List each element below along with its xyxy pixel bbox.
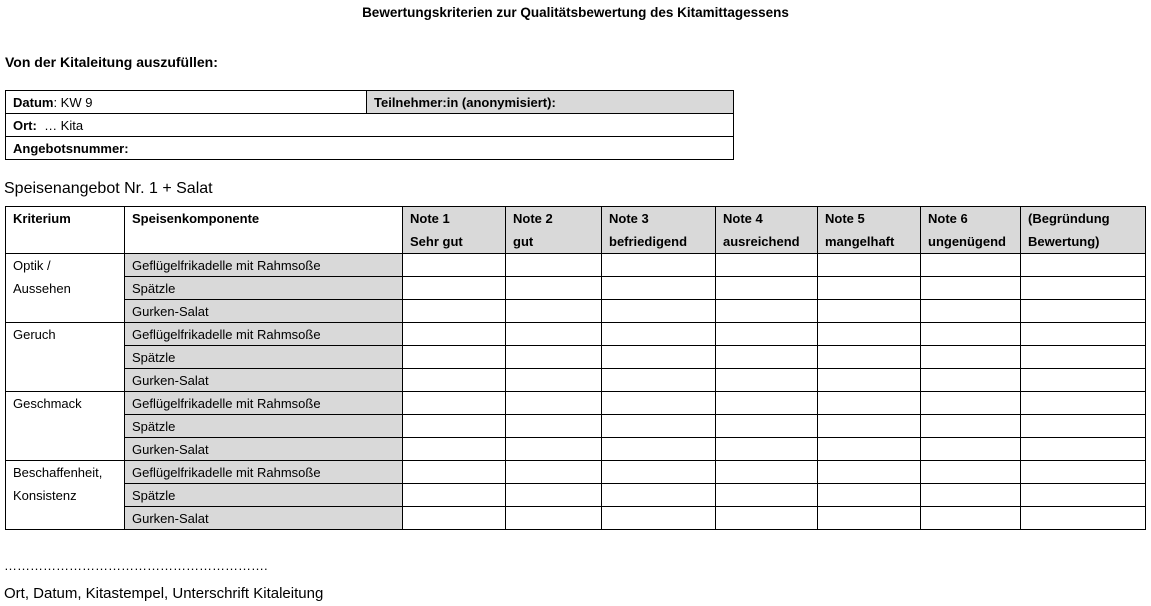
- rating-cell-note-6[interactable]: [921, 392, 1021, 415]
- document-title: Bewertungskriterien zur Qualitätsbewertung des Kitamittagessens: [362, 5, 789, 20]
- rating-cell-note-3[interactable]: [602, 415, 716, 438]
- rating-cell-note-1[interactable]: [403, 323, 506, 346]
- rating-cell-note-3[interactable]: [602, 300, 716, 323]
- table-row: [6, 438, 1146, 461]
- teilnehmer-cell[interactable]: Teilnehmer:in (anonymisiert):: [367, 91, 734, 114]
- rating-cell-note-1[interactable]: [403, 461, 506, 484]
- header-begruendung: (Begründung Bewertung): [1021, 207, 1146, 254]
- signature-label: Ort, Datum, Kitastempel, Unterschrift Kitaleitung: [4, 585, 324, 602]
- rating-cell-note-2[interactable]: [506, 484, 602, 507]
- rating-cell-begruendung[interactable]: [1021, 323, 1146, 346]
- rating-cell-note-2[interactable]: [506, 254, 602, 277]
- datum-value: : KW 9: [53, 94, 93, 110]
- rating-cell-note-2[interactable]: [506, 300, 602, 323]
- rating-cell-note-1[interactable]: [403, 392, 506, 415]
- header-note-6: Note 6 ungenügend: [921, 207, 1021, 254]
- rating-cell-note-1[interactable]: [403, 438, 506, 461]
- rating-cell-note-4[interactable]: [716, 415, 818, 438]
- rating-cell-note-2[interactable]: [506, 461, 602, 484]
- rating-cell-note-3[interactable]: [602, 507, 716, 530]
- header-note-4: Note 4 ausreichend: [716, 207, 818, 254]
- rating-cell-begruendung[interactable]: [1021, 438, 1146, 461]
- table-row: [6, 323, 1146, 346]
- rating-cell-note-1[interactable]: [403, 369, 506, 392]
- rating-cell-begruendung[interactable]: [1021, 507, 1146, 530]
- rating-cell-note-1[interactable]: [403, 507, 506, 530]
- rating-cell-note-5[interactable]: [818, 438, 921, 461]
- rating-cell-note-4[interactable]: [716, 300, 818, 323]
- table-row: [6, 346, 1146, 369]
- rating-cell-note-1[interactable]: [403, 254, 506, 277]
- component-cell: Geflügelfrikadelle mit Rahmsoße: [125, 461, 403, 484]
- rating-cell-note-5[interactable]: [818, 484, 921, 507]
- rating-cell-begruendung[interactable]: [1021, 300, 1146, 323]
- section-title: Speisenangebot Nr. 1 + Salat: [4, 180, 213, 197]
- table-row: [6, 461, 1146, 484]
- criterion-label-line2: Konsistenz: [13, 488, 77, 503]
- ort-value: … Kita: [36, 117, 84, 133]
- rating-cell-note-6[interactable]: [921, 415, 1021, 438]
- rating-cell-begruendung[interactable]: [1021, 254, 1146, 277]
- rating-cell-note-4[interactable]: [716, 438, 818, 461]
- instruction-heading: Von der Kitaleitung auszufüllen:: [5, 54, 218, 70]
- rating-cell-note-2[interactable]: [506, 392, 602, 415]
- rating-cell-note-4[interactable]: [716, 369, 818, 392]
- rating-cell-note-1[interactable]: [403, 346, 506, 369]
- rating-cell-note-2[interactable]: [506, 438, 602, 461]
- rating-cell-note-4[interactable]: [716, 346, 818, 369]
- rating-cell-note-5[interactable]: [818, 392, 921, 415]
- rating-cell-note-4[interactable]: [716, 254, 818, 277]
- rating-cell-note-5[interactable]: [818, 346, 921, 369]
- rating-cell-begruendung[interactable]: [1021, 346, 1146, 369]
- component-cell: Gurken-Salat: [125, 438, 403, 461]
- rating-cell-note-5[interactable]: [818, 369, 921, 392]
- rating-cell-note-4[interactable]: [716, 507, 818, 530]
- rating-cell-note-6[interactable]: [921, 346, 1021, 369]
- rating-cell-note-6[interactable]: [921, 461, 1021, 484]
- criterion-label: Optik /: [13, 258, 51, 273]
- rating-cell-note-1[interactable]: [403, 484, 506, 507]
- rating-cell-note-2[interactable]: [506, 507, 602, 530]
- datum-label: Datum: [13, 94, 54, 110]
- ort-label: Ort:: [13, 117, 37, 133]
- table-row: [6, 254, 1146, 277]
- table-row: [6, 415, 1146, 438]
- component-cell: Geflügelfrikadelle mit Rahmsoße: [125, 323, 403, 346]
- rating-cell-note-3[interactable]: [602, 369, 716, 392]
- rating-cell-begruendung[interactable]: [1021, 369, 1146, 392]
- header-note-1: Note 1 Sehr gut: [403, 207, 506, 254]
- rating-cell-note-4[interactable]: [716, 484, 818, 507]
- component-cell: Spätzle: [125, 277, 403, 300]
- datum-cell[interactable]: [6, 91, 367, 114]
- rating-cell-begruendung[interactable]: [1021, 277, 1146, 300]
- rating-cell-note-3[interactable]: [602, 346, 716, 369]
- rating-cell-note-3[interactable]: [602, 254, 716, 277]
- table-row: [6, 507, 1146, 530]
- rating-cell-note-5[interactable]: [818, 300, 921, 323]
- rating-cell-note-3[interactable]: [602, 323, 716, 346]
- rating-cell-note-5[interactable]: [818, 461, 921, 484]
- component-cell: Spätzle: [125, 346, 403, 369]
- component-cell: Spätzle: [125, 415, 403, 438]
- rating-cell-note-3[interactable]: [602, 461, 716, 484]
- rating-cell-note-2[interactable]: [506, 369, 602, 392]
- rating-cell-note-3[interactable]: [602, 277, 716, 300]
- rating-cell-note-4[interactable]: [716, 323, 818, 346]
- rating-cell-note-4[interactable]: [716, 392, 818, 415]
- rating-cell-note-5[interactable]: [818, 254, 921, 277]
- rating-cell-begruendung[interactable]: [1021, 392, 1146, 415]
- angebotsnummer-cell[interactable]: Angebotsnummer:: [6, 137, 734, 160]
- criterion-label: Geschmack: [13, 396, 82, 411]
- rating-cell-note-3[interactable]: [602, 392, 716, 415]
- table-row: [6, 277, 1146, 300]
- component-cell: Gurken-Salat: [125, 369, 403, 392]
- criterion-cell: [6, 323, 125, 392]
- rating-cell-note-2[interactable]: [506, 277, 602, 300]
- rating-cell-note-5[interactable]: [818, 415, 921, 438]
- rating-cell-note-6[interactable]: [921, 254, 1021, 277]
- signature-line: …………………………………………………….: [4, 558, 268, 573]
- header-note-5: Note 5 mangelhaft: [818, 207, 921, 254]
- rating-table: [5, 206, 1146, 530]
- rating-cell-note-5[interactable]: [818, 323, 921, 346]
- criterion-label: Beschaffenheit,: [13, 465, 103, 480]
- rating-cell-note-4[interactable]: [716, 277, 818, 300]
- rating-cell-note-6[interactable]: [921, 438, 1021, 461]
- rating-cell-note-6[interactable]: [921, 369, 1021, 392]
- table-row: [6, 300, 1146, 323]
- ort-cell[interactable]: [6, 114, 734, 137]
- header-kriterium: Kriterium: [6, 207, 125, 254]
- rating-cell-note-3[interactable]: [602, 484, 716, 507]
- rating-cell-note-2[interactable]: [506, 415, 602, 438]
- criterion-cell: [6, 461, 125, 530]
- rating-cell-note-3[interactable]: [602, 438, 716, 461]
- rating-cell-begruendung[interactable]: [1021, 461, 1146, 484]
- header-komponente: Speisenkomponente: [125, 207, 403, 254]
- criterion-cell: [6, 392, 125, 461]
- table-row: [6, 484, 1146, 507]
- component-cell: Gurken-Salat: [125, 300, 403, 323]
- component-cell: Geflügelfrikadelle mit Rahmsoße: [125, 392, 403, 415]
- info-table: [5, 90, 734, 160]
- table-row: [6, 392, 1146, 415]
- rating-cell-begruendung[interactable]: [1021, 415, 1146, 438]
- rating-cell-note-2[interactable]: [506, 323, 602, 346]
- criterion-cell: [6, 254, 125, 323]
- rating-cell-note-5[interactable]: [818, 507, 921, 530]
- header-note-2: Note 2 gut: [506, 207, 602, 254]
- header-note-3: Note 3 befriedigend: [602, 207, 716, 254]
- rating-cell-begruendung[interactable]: [1021, 484, 1146, 507]
- rating-cell-note-6[interactable]: [921, 277, 1021, 300]
- rating-cell-note-4[interactable]: [716, 461, 818, 484]
- table-row: [6, 369, 1146, 392]
- rating-cell-note-6[interactable]: [921, 323, 1021, 346]
- component-cell: Geflügelfrikadelle mit Rahmsoße: [125, 254, 403, 277]
- rating-cell-note-1[interactable]: [403, 300, 506, 323]
- rating-cell-note-6[interactable]: [921, 484, 1021, 507]
- rating-cell-note-1[interactable]: [403, 415, 506, 438]
- criterion-label: Geruch: [13, 327, 56, 342]
- component-cell: Spätzle: [125, 484, 403, 507]
- criterion-label-line2: Aussehen: [13, 281, 71, 296]
- rating-cell-note-1[interactable]: [403, 277, 506, 300]
- rating-cell-note-6[interactable]: [921, 507, 1021, 530]
- rating-cell-note-6[interactable]: [921, 300, 1021, 323]
- header-row: [6, 207, 1146, 254]
- component-cell: Gurken-Salat: [125, 507, 403, 530]
- rating-cell-note-2[interactable]: [506, 346, 602, 369]
- rating-cell-note-5[interactable]: [818, 277, 921, 300]
